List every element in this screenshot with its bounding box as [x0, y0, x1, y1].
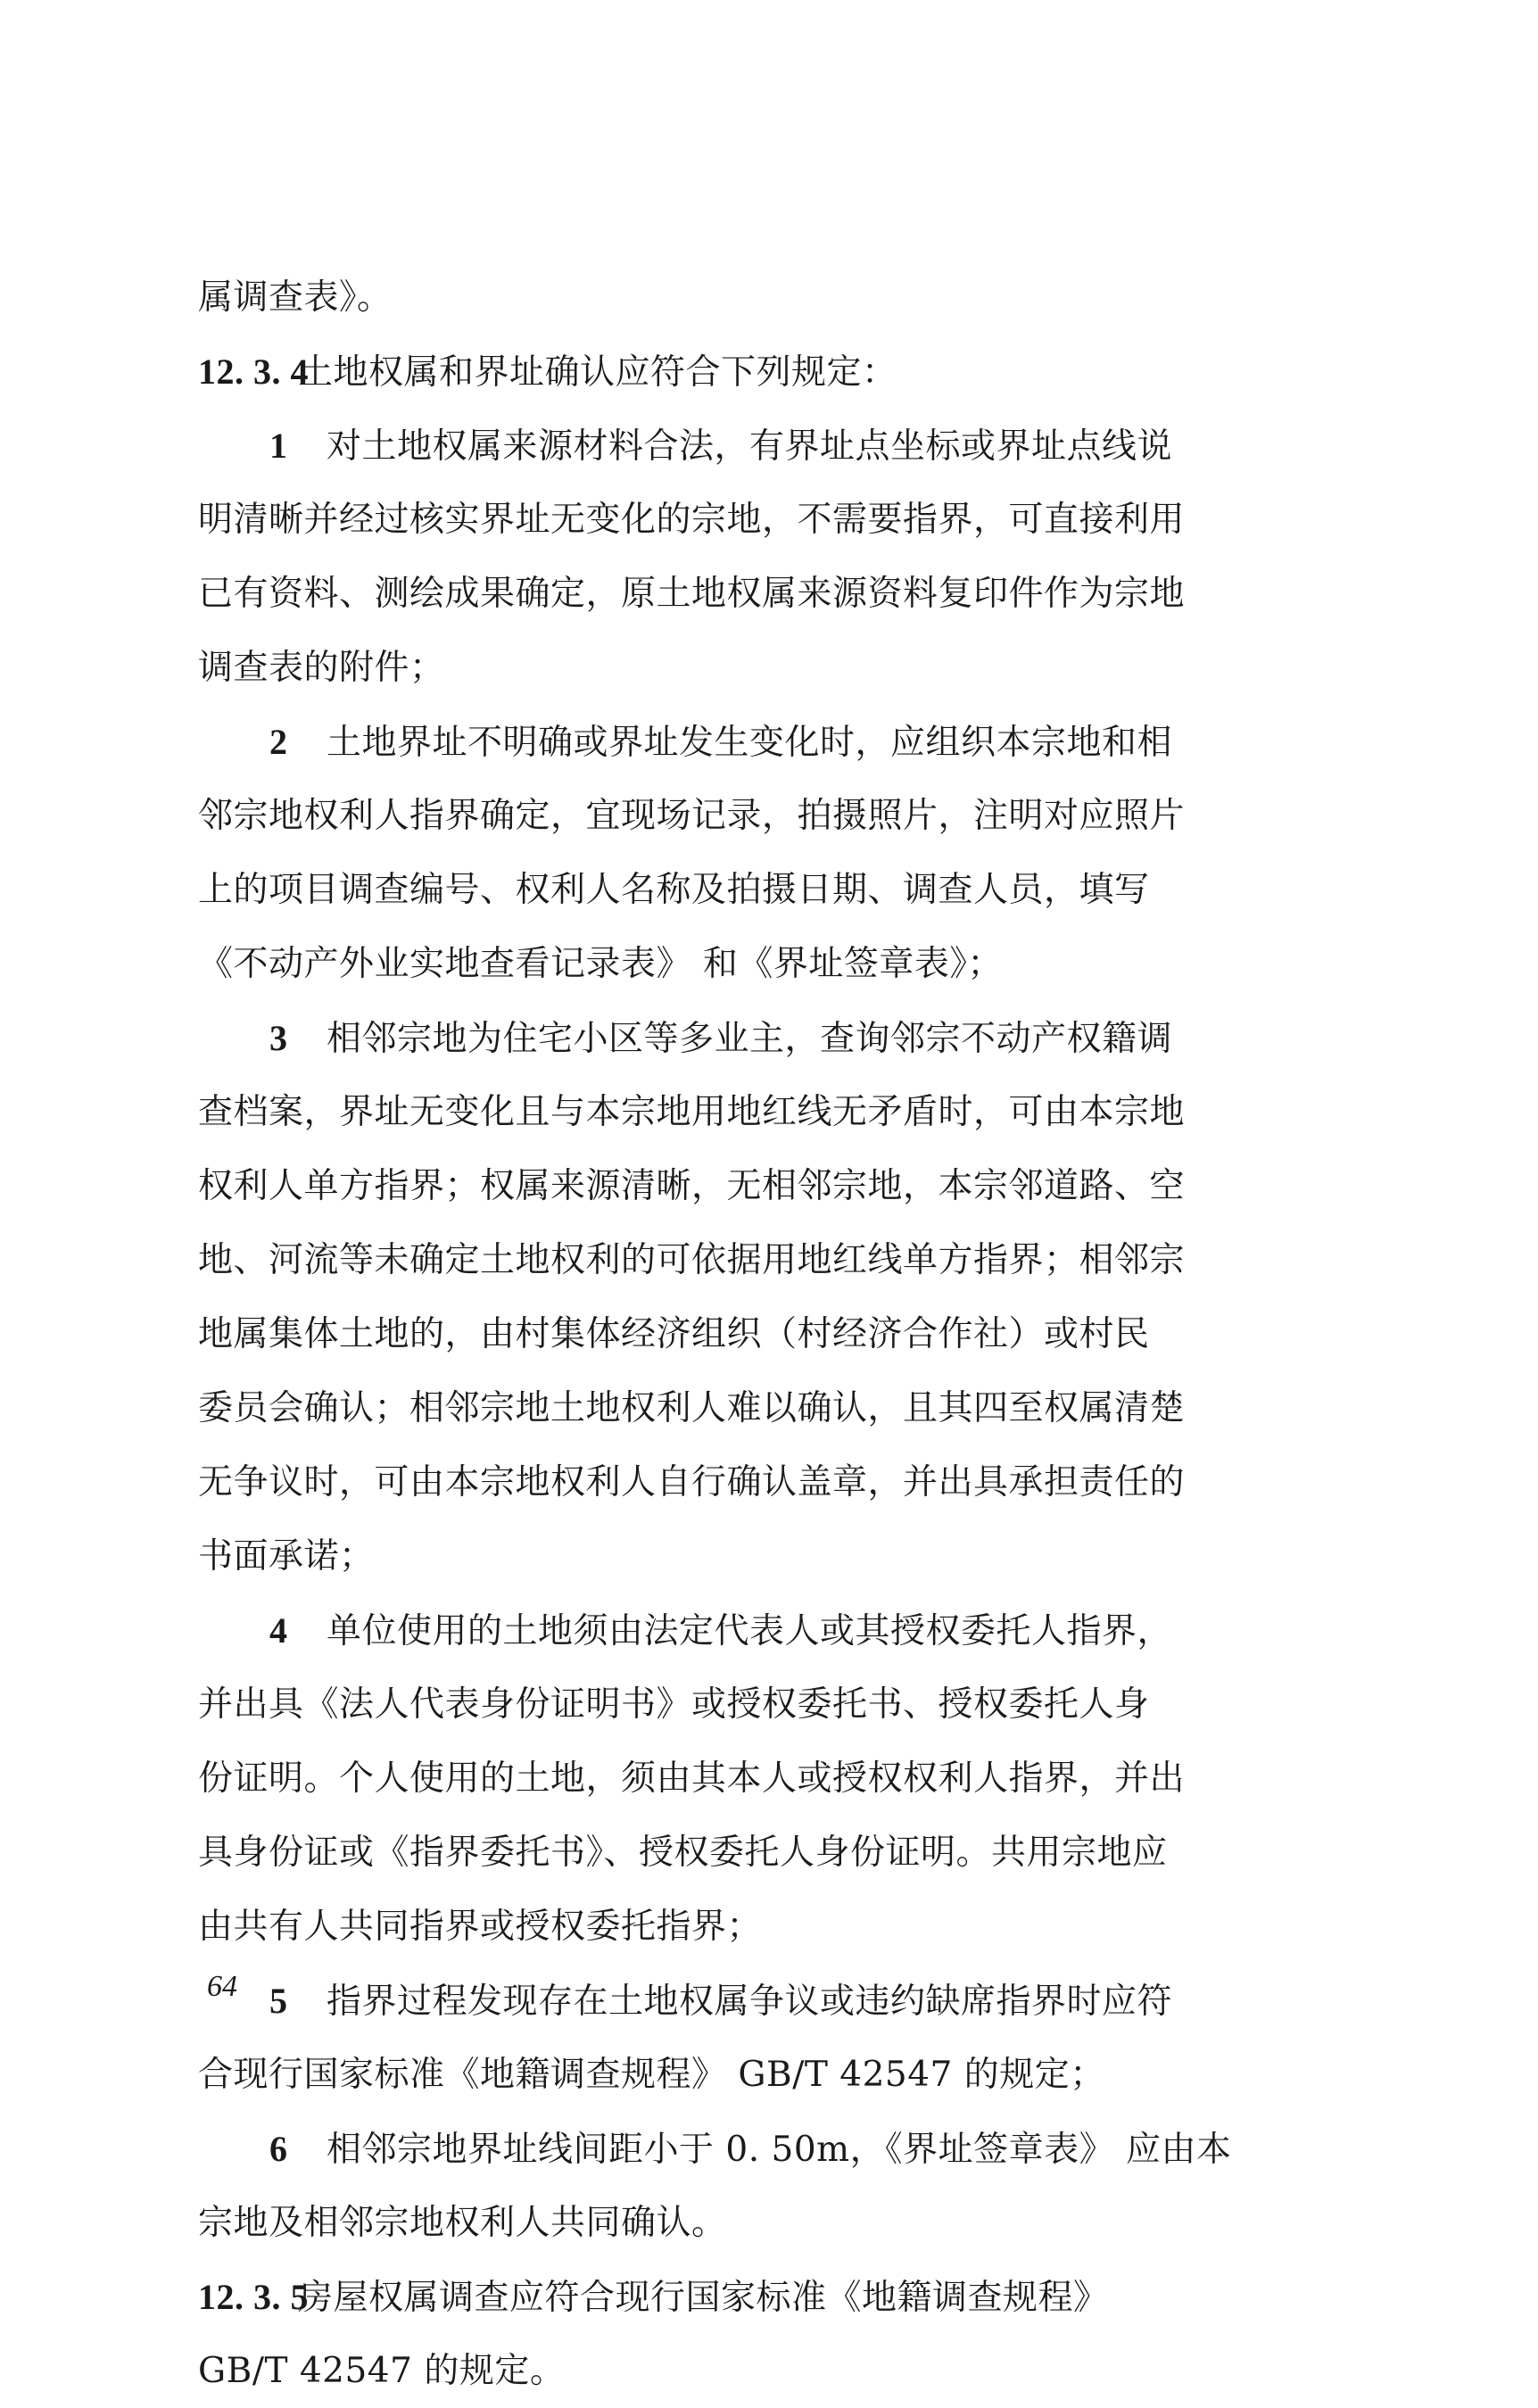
clause-number: 12. 3. 5 [198, 2277, 309, 2317]
clause-number: 12. 3. 4 [198, 352, 309, 392]
item-number: 2 [269, 722, 288, 762]
text-line: 无争议时，可由本宗地权利人自行确认盖章，并出具承担责任的 [198, 1462, 1186, 1502]
item-text: 相邻宗地界址线间距小于 0. 50m，《界址签章表》 应由本 [327, 2130, 1232, 2170]
text-line: 具身份证或《指界委托书》、授权委托人身份证明。共用宗地应 [198, 1833, 1168, 1873]
text-line: 已有资料、测绘成果确定，原土地权属来源资料复印件作为宗地 [198, 574, 1186, 614]
item-number: 4 [269, 1610, 288, 1651]
item-text: 对土地权属来源材料合法，有界址点坐标或界址点线说 [327, 426, 1173, 467]
item-text: 相邻宗地为住宅小区等多业主，查询邻宗不动产权籍调 [327, 1019, 1173, 1059]
text-line: 合现行国家标准《地籍调查规程》 GB/T 42547 的规定； [198, 2055, 1105, 2095]
item-text: 单位使用的土地须由法定代表人或其授权委托人指界， [327, 1611, 1173, 1651]
item-number: 3 [269, 1018, 288, 1058]
clause-12-3-4-heading [198, 335, 1349, 409]
text-line: 《不动产外业实地查看记录表》 和《界址签章表》； [198, 944, 1003, 984]
text-line: 调查表的附件； [198, 648, 445, 688]
text-line: 由共有人共同指界或授权委托指界； [198, 1907, 763, 1947]
text-line: 权利人单方指界；权属来源清晰，无相邻宗地，本宗邻道路、空 [198, 1166, 1186, 1206]
item-number: 6 [269, 2129, 288, 2169]
page-number: 64 [207, 1970, 237, 2003]
item-number: 1 [269, 426, 288, 466]
item-1-first-line [198, 409, 1349, 483]
text-line: 地、河流等未确定土地权利的可依据用地红线单方指界；相邻宗 [198, 1240, 1186, 1280]
clause-12-3-5-heading [198, 2260, 1349, 2334]
text-line: 书面承诺； [198, 1536, 375, 1576]
text-line: GB/T 42547 的规定。 [198, 2351, 566, 2391]
item-text: 土地界址不明确或界址发生变化时，应组织本宗地和相 [327, 723, 1173, 763]
item-text: 指界过程发现存在土地权属争议或违约缺席指界时应符 [327, 1982, 1173, 2022]
item-4-first-line [198, 1593, 1349, 1667]
item-6-first-line [198, 2112, 1349, 2186]
text-line: 邻宗地权利人指界确定，宜现场记录，拍摄照片，注明对应照片 [198, 796, 1186, 836]
item-2-first-line [198, 705, 1349, 779]
text-line: 地属集体土地的，由村集体经济组织（村经济合作社）或村民 [198, 1314, 1150, 1354]
item-number: 5 [269, 1981, 288, 2021]
text-line: 宗地及相邻宗地权利人共同确认。 [198, 2203, 727, 2243]
text-line: 属调查表》。 [198, 277, 393, 318]
text-line: 明清晰并经过核实界址无变化的宗地，不需要指界，可直接利用 [198, 500, 1186, 540]
body-text [198, 261, 1349, 2408]
text-line: 并出具《法人代表身份证明书》或授权委托书、授权委托人身 [198, 1684, 1150, 1725]
text-line: 委员会确认；相邻宗地土地权利人难以确认，且其四至权属清楚 [198, 1388, 1186, 1428]
clause-text: 房屋权属调查应符合现行国家标准《地籍调查规程》 [298, 2278, 1109, 2318]
text-line: 份证明。个人使用的土地，须由其本人或授权权利人指界，并出 [198, 1758, 1186, 1799]
text-line: 查档案，界址无变化且与本宗地用地红线无矛盾时，可由本宗地 [198, 1092, 1186, 1132]
text-line: 上的项目调查编号、权利人名称及拍摄日期、调查人员，填写 [198, 870, 1150, 910]
clause-text: 土地权属和界址确认应符合下列规定： [298, 352, 897, 393]
item-5-first-line [198, 1964, 1349, 2038]
item-3-first-line [198, 1001, 1349, 1075]
